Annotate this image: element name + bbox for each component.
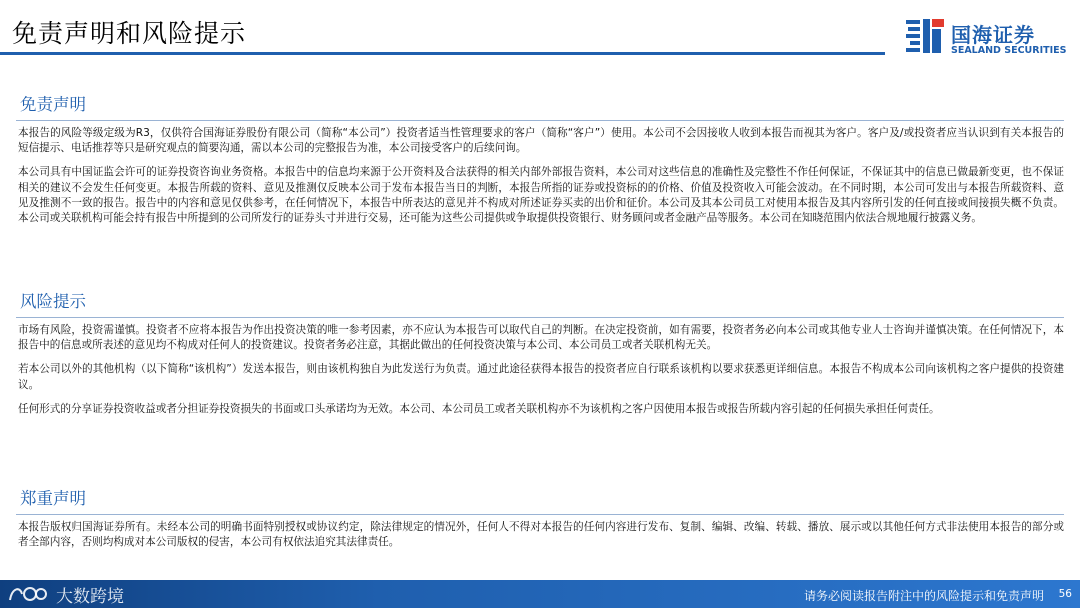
sealand-logo-icon [905, 16, 945, 56]
risk-section [18, 291, 1064, 417]
page-header [0, 0, 1080, 62]
page-footer [0, 580, 1080, 608]
page-number: 56 [1058, 588, 1072, 600]
bigdata-logo-icon [8, 584, 48, 604]
risk-paragraph-3: 任何形式的分享证券投资收益或者分担证券投资损失的书面或口头承诺均为无效。本公司、本公司员工或者关联机构亦不为该机构之客户因使用本报告或报告所载内容引起的任何损失承担任何责任。 [18, 402, 940, 415]
logo-english-name: SEALAND SECURITIES [951, 45, 1067, 56]
logo-chinese-name: 国海证券 [951, 23, 1035, 47]
watermark-text: 大数跨境 [56, 587, 124, 607]
section-divider [16, 120, 1064, 121]
section-title-copyright: 郑重声明 [20, 489, 86, 508]
copyright-paragraph-1: 本报告版权归国海证券所有。未经本公司的明确书面特别授权或协议约定，除法律规定的情况外，任何人不得对本报告的任何内容进行发布、复制、编辑、改编、转载、播放、展示或以其他任何方式非法使用本报告的部分或者全部内容，否则均构成对本公司版权的侵害，本公司有权依法追究其法律责任。 [18, 521, 1064, 549]
header-divider [0, 52, 885, 55]
section-title-disclaimer: 免责声明 [20, 95, 86, 114]
disclaimer-paragraph-2: 本公司具有中国证监会许可的证券投资咨询业务资格。本报告中的信息均来源于公开资料及合法获得的相关内部外部报告资料，本公司对这些信息的准确性及完整性不作任何保证，不保证其中的信息已做最新变更，也不保证相关的建议不会发生任何变更。本报告所载的资料、意见及推测仅反映本公司于发布本报告当日的判断，本报告所指的证券或投资标的的价格、价值及投资收入可能会波动。在不同时期，本公司可发出与本报告所载资料、意见及推测不一致的报告。报告中的内容和意见仅供参考，在任何情况下，本报告中所表达的意见并不构成对所述证券买卖的出价和征价。本公司及其本公司员工对使用本报告及其内容所引发的任何直接或间接损失概不负责。本公司或关联机构可能会持有报告中所提到的公司所发行的证券头寸并进行交易，还可能为这些公司提供或争取提供投资银行、财务顾问或者金融产品等服务。本公司在知晓范围内依法合规地履行披露义务。 [18, 166, 1064, 225]
page-title: 免责声明和风险提示 [12, 19, 247, 48]
footer-notice: 请务必阅读报告附注中的风险提示和免责声明 [803, 589, 1044, 603]
company-logo [905, 16, 1070, 60]
copyright-section [18, 488, 1064, 550]
disclaimer-paragraph-1: 本报告的风险等级定级为R3，仅供符合国海证券股份有限公司（简称“本公司”）投资者适当性管理要求的客户（简称“客户”）使用。本公司不会因接收人收到本报告而视其为客户。客户及/或投资者应当认识到有关本报告的短信提示、电话推荐等只是研究观点的简要沟通，需以本公司的完整报告为准，本公司接受客户的后续问询。 [18, 127, 1064, 155]
risk-paragraph-2: 若本公司以外的其他机构（以下简称“该机构”）发送本报告，则由该机构独自为此发送行为负责。通过此途径获得本报告的投资者应自行联系该机构以要求获悉更详细信息。本报告不构成本公司向该机构之客户提供的投资建议。 [18, 363, 1064, 391]
risk-paragraph-1: 市场有风险，投资需谨慎。投资者不应将本报告为作出投资决策的唯一参考因素，亦不应认为本报告可以取代自己的判断。在决定投资前，如有需要，投资者务必向本公司或其他专业人士咨询并谨慎决策。在任何情况下，本报告中的信息或所表述的意见均不构成对任何人的投资建议。投资者务必注意，其据此做出的任何投资决策与本公司、本公司员工或者关联机构无关。 [18, 324, 1064, 352]
section-divider [16, 514, 1064, 515]
disclaimer-section [18, 94, 1064, 226]
section-title-risk: 风险提示 [20, 292, 86, 311]
section-divider [16, 317, 1064, 318]
